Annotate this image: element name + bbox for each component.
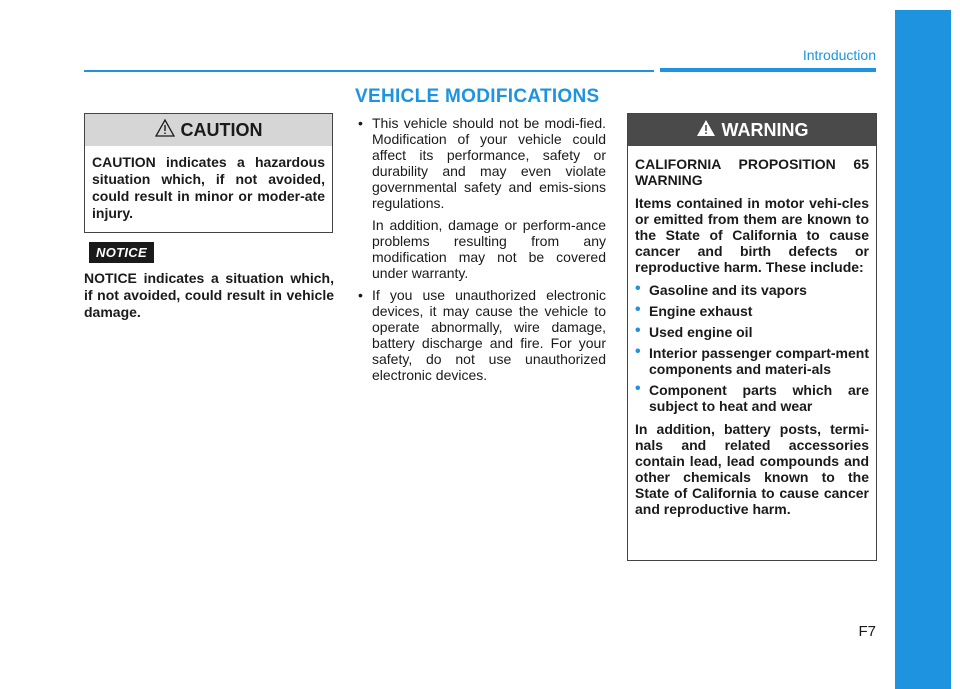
warning-item-text: Engine exhaust [649,303,753,319]
modification-paragraph: If you use unauthorized electronic devices, it may cause the vehicle to operate abnormally, wire damage, battery discharge and fire. For your safety, do not use unauthorized electronic devices. [372,287,606,383]
caution-box [84,113,333,233]
list-item [356,287,606,383]
page-title: VEHICLE MODIFICATIONS [355,86,600,107]
bullet-dot-icon: • [635,280,641,297]
caution-triangle-icon [155,119,175,142]
modifications-column [356,115,606,389]
notice-text: NOTICE indicates a situation which, if not avoided, could result in vehicle damage. [84,270,334,320]
warning-item-text: Gasoline and its vapors [649,282,807,298]
bullet-dot-icon: • [635,301,641,318]
warning-text [628,146,876,517]
list-item [635,382,869,414]
warning-item-text: Component parts which are subject to heat and wear [649,382,869,414]
warning-box [627,113,877,561]
bullet-dot-icon: • [635,343,641,360]
warning-header [628,114,876,146]
caution-title: CAUTION [180,119,263,140]
warning-intro: Items contained in motor vehi-cles or emitted from them are known to the State of California to cause cancer and birth defects or reproductive harm. These include: [635,195,869,275]
list-item [356,115,606,281]
bullet-dot-icon: • [358,115,363,131]
bullet-dot-icon: • [635,322,641,339]
warning-item-text: Interior passenger compart-ment components and materi-als [649,345,869,377]
modification-paragraph: In addition, damage or perform-ance problems resulting from any modification may not be covered under warranty. [372,217,606,281]
warning-closing: In addition, battery posts, termi-nals and related accessories contain lead, lead compounds and other chemicals known to the State of California to cause cancer and reproductive harm. [635,421,869,517]
caution-header [85,114,332,146]
warning-item-text: Used engine oil [649,324,753,340]
list-item [635,345,869,377]
warning-triangle-icon [696,119,716,142]
list-item [635,303,869,319]
list-item [635,324,869,340]
header-rule [84,70,654,72]
caution-text: CAUTION indicates a hazardous situation which, if not avoided, could result in minor or moder-ate injury. [92,154,325,221]
header-rule-accent [660,68,876,72]
warning-heading: CALIFORNIA PROPOSITION 65 WARNING [635,156,869,188]
list-item [635,282,869,298]
modification-paragraph: This vehicle should not be modi-fied. Modification of your vehicle could affect its performance, safety or durability and may even violate governmental safety and emis-sions regulations. [372,115,606,211]
bullet-dot-icon: • [635,380,641,397]
chapter-side-tab [895,10,951,689]
warning-list [635,282,869,414]
warning-title: WARNING [721,119,809,140]
section-label: Introduction [802,47,876,63]
page-number: F7 [858,623,876,640]
bullet-dot-icon: • [358,287,363,303]
notice-badge: NOTICE [89,242,154,263]
